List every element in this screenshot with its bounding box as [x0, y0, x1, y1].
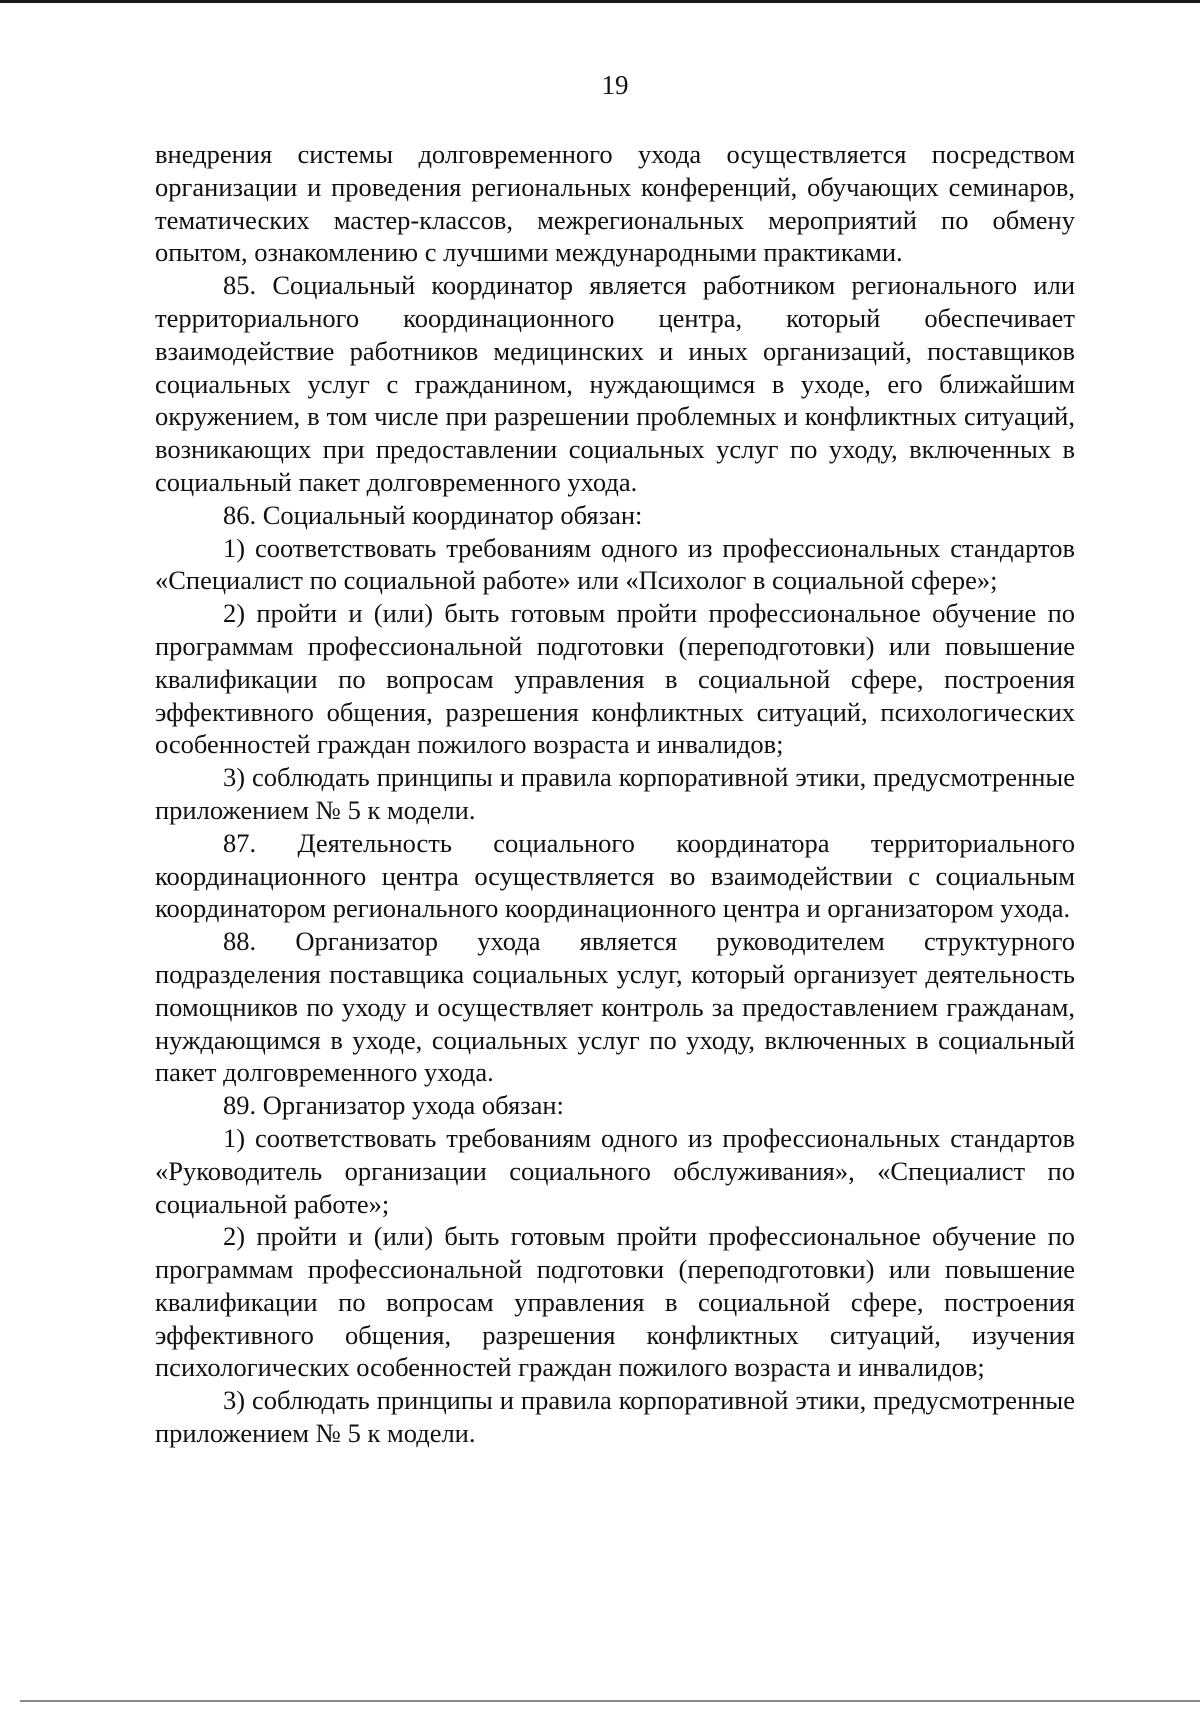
paragraph-87: 87. Деятельность социального координатора территориального координационного центра осуществляется во взаимодействии с социальным координатором регионального координационного центра и организатором ухода. [155, 827, 1075, 924]
paragraph-86-item-3: 3) соблюдать принципы и правила корпоративной этики, предусмотренные приложением № 5 к модели. [155, 762, 1075, 825]
paragraph-continuation: внедрения системы долговременного ухода осуществляется посредством организации и проведения региональных конференций, обучающих семинаров, тематических мастер-классов, межрегиональных мероприятий по обмену опытом, ознакомлению с лучшими международными практиками. [155, 139, 1075, 268]
paragraph-86-item-1: 1) соответствовать требованиям одного из профессиональных стандартов «Специалист по социальной работе» или «Психолог в социальной сфере»; [155, 532, 1075, 596]
paragraph-88: 88. Организатор ухода является руководителем структурного подразделения поставщика социальных услуг, который организует деятельность помощников по уходу и осуществляет контроль за предоставлением гражданам, нуждающимся в уходе, социальных услуг по уходу, включенных в социальный пакет долговременного ухода. [155, 926, 1075, 1088]
paragraph-89-item-1: 1) соответствовать требованиям одного из профессиональных стандартов «Руководитель организации социального обслуживания», «Специалист по социальной работе»; [155, 1122, 1075, 1219]
scan-bottom-edge [20, 1700, 1200, 1702]
paragraph-86-item-2: 2) пройти и (или) быть готовым пройти профессиональное обучение по программам профессиональной подготовки (переподготовки) или повышение квалификации по вопросам управления в социальной сфере, построения эффективного общения, разрешения конфликтных ситуаций, психологических особенностей граждан пожилого возраста и инвалидов; [155, 598, 1075, 760]
paragraph-89: 89. Организатор ухода обязан: [223, 1090, 564, 1121]
paragraph-86: 86. Социальный координатор обязан: [223, 499, 643, 530]
paragraph-85: 85. Социальный координатор является работником регионального или территориального координационного центра, который обеспечивает взаимодействие работников медицинских и иных организаций, поставщиков социальных услуг с гражданином, нуждающимся в уходе, его ближайшим окружением, в том числе при разрешении проблемных и конфликтных ситуаций, возникающих при предоставлении социальных услуг по уходу, включенных в социальный пакет долговременного ухода. [155, 270, 1075, 497]
page-number: 19 [601, 70, 629, 100]
paragraph-89-item-3: 3) соблюдать принципы и правила корпоративной этики, предусмотренные приложением № 5 к модели. [155, 1385, 1075, 1449]
scan-top-edge [0, 0, 1200, 3]
document-body [155, 138, 1075, 1450]
paragraph-89-item-2: 2) пройти и (или) быть готовым пройти профессиональное обучение по программам профессиональной подготовки (переподготовки) или повышение квалификации по вопросам управления в социальной сфере, построения эффективного общения, разрешения конфликтных ситуаций, изучения психологических особенностей граждан пожилого возраста и инвалидов; [155, 1221, 1075, 1383]
